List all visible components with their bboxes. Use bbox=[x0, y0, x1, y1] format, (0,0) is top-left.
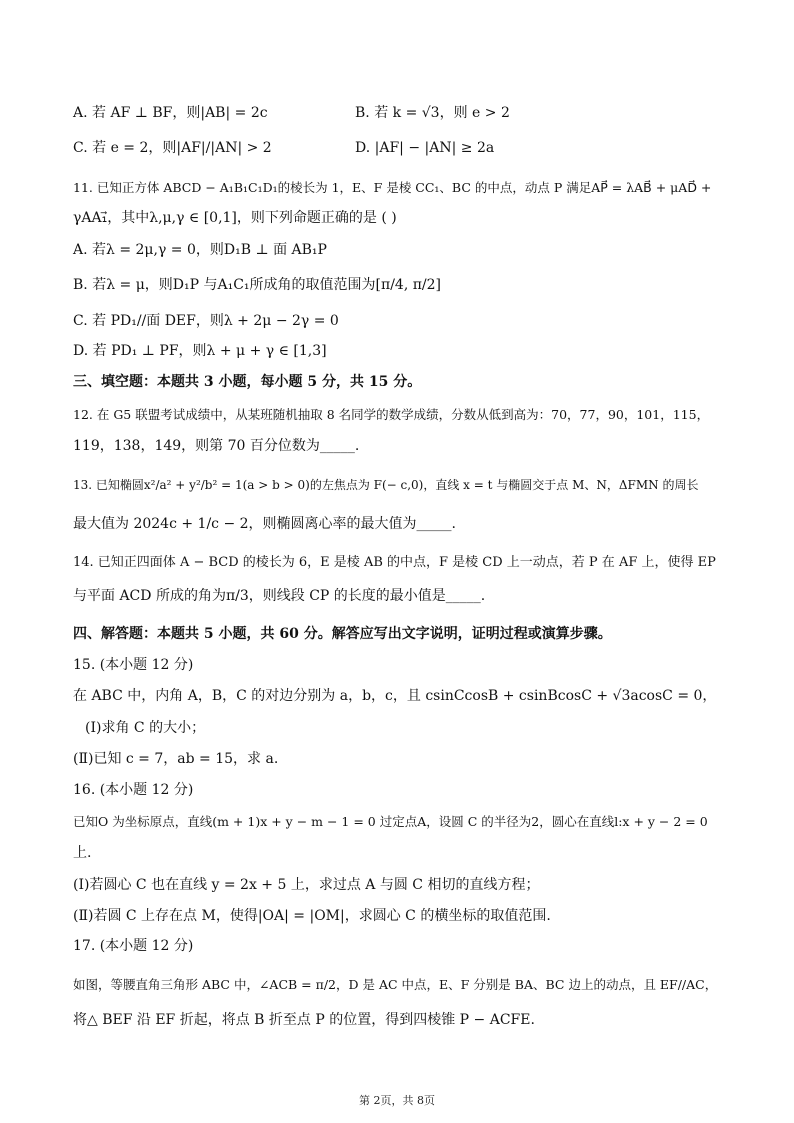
q17-line1: 如图，等腰直角三角形 ABC 中，∠ACB = π/2，D 是 AC 中点，E、F 分别是 BA、BC 边上的动点，且 EF//AC， bbox=[73, 977, 718, 992]
q15-part2: (Ⅱ)已知 c = 7，ab = 15，求 a. bbox=[73, 751, 279, 767]
q15-part1: (Ⅰ)求角 C 的大小； bbox=[85, 720, 206, 736]
q10-option-a: A. 若 AF ⊥ BF，则|AB| = 2c bbox=[73, 105, 268, 121]
q10-option-d: D. |AF| − |AN| ≥ 2a bbox=[355, 140, 495, 156]
q13-line2: 最大值为 2024c + 1/c − 2，则椭圆离心率的最大值为_____. bbox=[73, 516, 457, 532]
q12-line2: 119，138，149，则第 70 百分位数为_____. bbox=[73, 438, 360, 454]
section3-heading: 三、填空题：本题共 3 小题，每小题 5 分，共 15 分。 bbox=[73, 374, 422, 390]
page-footer: 第 2页，共 8页 bbox=[359, 1094, 435, 1107]
q16-header: 16. (本小题 12 分) bbox=[73, 782, 194, 798]
q15-header: 15. (本小题 12 分) bbox=[73, 657, 194, 673]
q11-stem-line2: γAA₁⃗，其中λ,μ,γ ∈ [0,1]，则下列命题正确的是 ( ) bbox=[73, 210, 397, 226]
q11-option-a: A. 若λ = 2μ,γ = 0，则D₁B ⊥ 面 AB₁P bbox=[73, 242, 327, 258]
q11-option-c: C. 若 PD₁//面 DEF，则λ + 2μ − 2γ = 0 bbox=[73, 313, 339, 329]
q16-line1: 已知O 为坐标原点，直线(m + 1)x + y − m − 1 = 0 过定点A，设圆 C 的半径为2，圆心在直线l:x + y − 2 = 0 bbox=[73, 814, 708, 829]
q11-option-d: D. 若 PD₁ ⊥ PF，则λ + μ + γ ∈ [1,3] bbox=[73, 343, 327, 359]
section4-heading: 四、解答题：本题共 5 小题，共 60 分。解答应写出文字说明，证明过程或演算步骤。 bbox=[73, 626, 612, 642]
q10-option-b: B. 若 k = √3，则 e > 2 bbox=[355, 105, 510, 121]
q10-option-c: C. 若 e = 2，则|AF|/|AN| > 2 bbox=[73, 140, 272, 156]
q17-line2: 将△ BEF 沿 EF 折起，将点 B 折至点 P 的位置，得到四棱锥 P − ACFE. bbox=[73, 1012, 535, 1028]
q13-line1: 13. 已知椭圆x²/a² + y²/b² = 1(a > b > 0)的左焦点为 F(− c,0)，直线 x = t 与椭圆交于点 M、N，ΔFMN 的周长 bbox=[73, 478, 699, 492]
q16-line2: 上. bbox=[73, 845, 92, 861]
q14-line1: 14. 已知正四面体 A − BCD 的棱长为 6，E 是棱 AB 的中点，F 是棱 CD 上一动点，若 P 在 AF 上，使得 EP bbox=[73, 555, 716, 570]
q17-header: 17. (本小题 12 分) bbox=[73, 938, 194, 954]
q14-line2: 与平面 ACD 所成的角为π/3，则线段 CP 的长度的最小值是_____. bbox=[73, 588, 486, 604]
q11-stem-line1: 11. 已知正方体 ABCD − A₁B₁C₁D₁的棱长为 1，E、F 是棱 CC₁、BC 的中点，动点 P 满足AP⃗ = λAB⃗ + μAD⃗ + bbox=[73, 180, 712, 195]
q15-line1: 在 ABC 中，内角 A，B，C 的对边分别为 a，b，c，且 csinCcosB + csinBcosC + √3acosC = 0， bbox=[73, 688, 717, 704]
q16-part1: (Ⅰ)若圆心 C 也在直线 y = 2x + 5 上，求过点 A 与圆 C 相切的直线方程； bbox=[73, 877, 540, 893]
q16-part2: (Ⅱ)若圆 C 上存在点 M，使得|OA| = |OM|，求圆心 C 的横坐标的取值范围. bbox=[73, 908, 551, 924]
q11-option-b: B. 若λ = μ，则D₁P 与A₁C₁所成角的取值范围为[π/4, π/2] bbox=[73, 277, 442, 293]
q12-line1: 12. 在 G5 联盟考试成绩中，从某班随机抽取 8 名同学的数学成绩，分数从低到高为：70，77，90，101，115， bbox=[73, 407, 710, 422]
